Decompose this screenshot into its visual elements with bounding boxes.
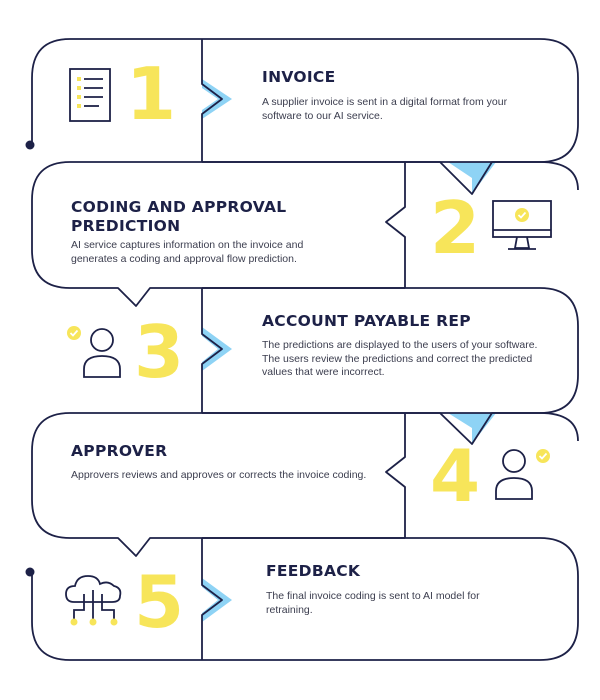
user-check-icon [64, 324, 124, 380]
invoice-document-icon [69, 68, 111, 122]
step-4-description: Approvers reviews and approves or corrects the invoice coding. [71, 469, 367, 481]
step-5-title: FEEDBACK [266, 562, 361, 580]
step-2-number: 2 [430, 186, 481, 270]
start-dot [26, 141, 35, 150]
row-1-divider [202, 39, 222, 162]
row-2-divider [386, 162, 405, 288]
step-3-number: 3 [134, 310, 185, 394]
approver-user-check-icon [494, 446, 554, 502]
step-2-title: CODING AND APPROVAL PREDICTION [71, 198, 287, 235]
step-1-number: 1 [126, 52, 177, 136]
row-4-outline [32, 413, 405, 556]
step-1-description: A supplier invoice is sent in a digital format from your software to our AI service. [262, 96, 508, 122]
step-3-description: The predictions are displayed to the users of your software. The users review the predictions and correct the predicted values that were incorrect. [262, 339, 538, 378]
end-dot [26, 568, 35, 577]
step-4-number: 4 [430, 434, 481, 518]
step-1-title: INVOICE [262, 68, 336, 86]
monitor-check-icon [492, 200, 552, 252]
step-5-number: 5 [134, 560, 185, 644]
step-5-description: The final invoice coding is sent to AI model for retraining. [266, 590, 480, 616]
row-3-divider [202, 288, 222, 413]
step-3-title: ACCOUNT PAYABLE REP [262, 312, 471, 330]
cloud-network-icon [62, 572, 126, 628]
row-1-left [32, 39, 202, 145]
step-2-description: AI service captures information on the invoice and generates a coding and approval flow prediction. [71, 239, 304, 265]
row-4-divider [386, 413, 405, 538]
step-4-title: APPROVER [71, 442, 168, 460]
